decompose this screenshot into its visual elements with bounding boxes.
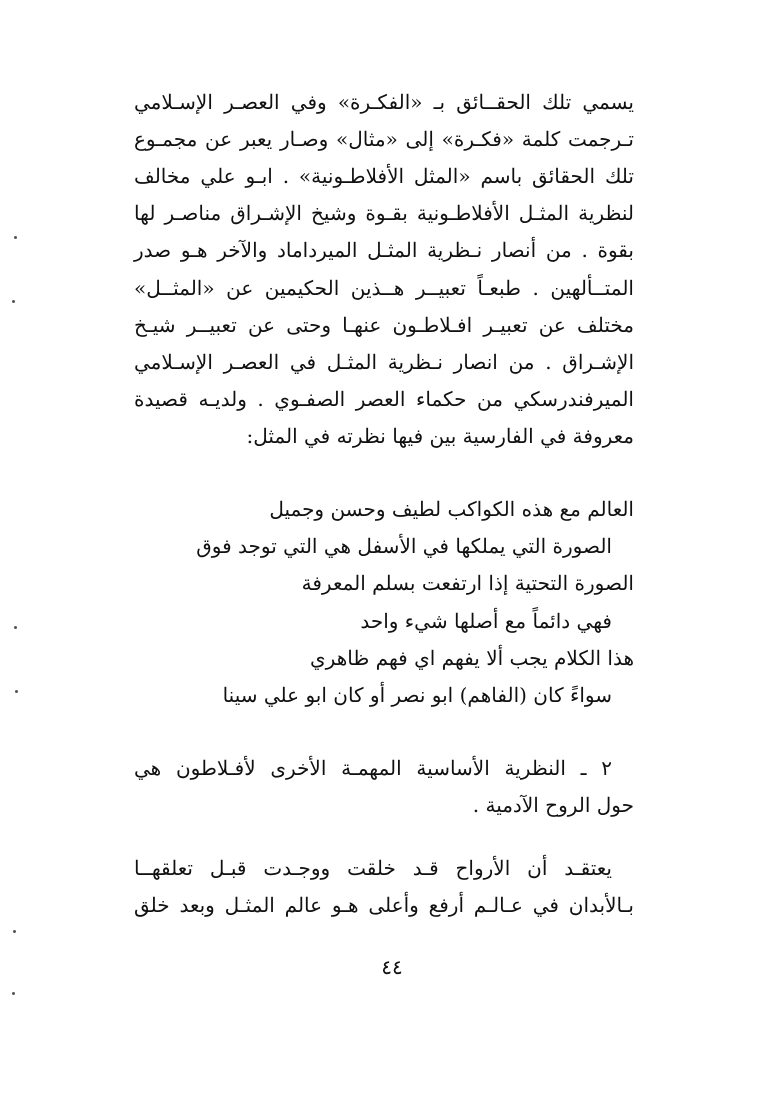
point2-line-1: ٢ ـ النظرية الأساسية المهمـة الأخرى لأفـلاطون هي [134,756,612,780]
scan-speck [15,690,18,693]
paragraph1-line-3: تلك الحقائق باسم «المثل الأفلاطـونية» . ابـو علي مخالف [134,164,634,188]
poem-line-2: الصورة التي يملكها في الأسفل هي التي توجد فوق [196,534,612,558]
poem-line-1: العالم مع هذه الكواكب لطيف وحسن وجميل [269,497,634,521]
paragraph2-line-1: يعتقـد أن الأرواح قـد خلقت ووجـدت قبـل تعلقهــا [134,856,612,880]
paragraph1-line-6: المتــألهين . طبعـاً تعبيــر هــذين الحكيمين عن «المثــل» [134,276,634,300]
paragraph1-line-2: تـرجمت كلمة «فكـرة» إلى «مثال» وصـار يعبر عن مجمـوع [134,127,634,151]
poem-line-4: فهي دائماً مع أصلها شيء واحد [360,609,612,633]
scan-speck [13,930,16,933]
paragraph2-line-2: بـالأبدان في عـالـم أرفع وأعلى هـو عالم المثـل وبعد خلق [134,893,634,917]
paragraph1-line-1: يسمي تلك الحقــائق بـ «الفكـرة» وفي العصـر الإسـلامي [134,90,634,114]
poem-line-3: الصورة التحتية إذا ارتفعت بسلم المعرفة [301,571,634,595]
scan-speck [14,236,17,239]
poem-line-5: هذا الكلام يجب ألا يفهم اي فهم ظاهري [310,646,634,670]
point2-line-2: حول الروح الآدمية . [472,793,634,817]
paragraph1-line-8: الإشـراق . من انصار نـظرية المثـل في العصـر الإسـلامي [134,350,634,374]
paragraph1-line-5: بقوة . من أنصار نـظرية المثـل الميرداماد والآخر هـو صدر [134,238,634,262]
scan-speck [12,300,15,303]
paragraph1-line-10: معروفة في الفارسية بين فيها نظرته في المثل: [246,424,634,448]
paragraph1-line-4: لنظرية المثـل الأفلاطـونية بقـوة وشيخ الإشـراق مناصـر لها [134,201,634,225]
scan-speck [12,992,15,995]
page-number: ٤٤ [381,955,403,979]
paragraph1-line-9: الميرفندرسكي من حكماء العصر الصفـوي . ولديـه قصيدة [134,387,634,411]
poem-line-6: سواءً كان (الفاهم) ابو نصر أو كان ابو علي سينا [222,683,612,707]
paragraph1-line-7: مختلف عن تعبيـر افـلاطـون عنهـا وحتى عن تعبيــر شيـخ [134,313,634,337]
scan-speck [14,626,17,629]
